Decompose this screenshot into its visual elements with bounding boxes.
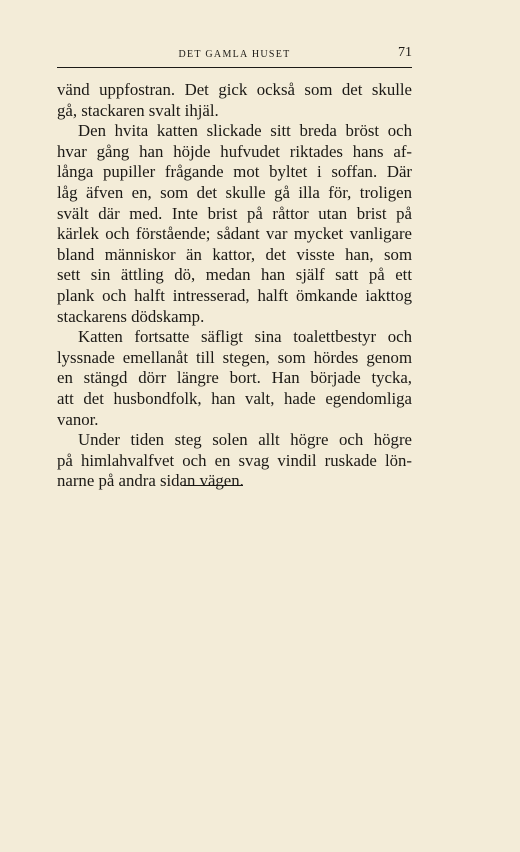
text-line: gå, stackaren svalt ihjäl. [57,100,219,120]
text-line: att det husbondfolk, han valt, hade egendomliga [57,388,412,408]
end-rule [183,485,243,486]
running-title: DET GAMLA HUSET [178,49,291,60]
text-line: hvar gång han höjde hufvudet riktades hans af- [57,141,412,161]
text-line: vanor. [57,409,99,429]
text-line: vänd uppfostran. Det gick också som det skulle [57,80,412,99]
text-line: på himlahvalfvet och en svag vindil ruskade lön- [57,450,412,470]
text-line: narne på andra sidan vägen. [57,471,244,491]
text-line: stackarens dödskamp. [57,306,205,326]
text-line: Under tiden steg solen allt högre och högre [78,430,412,450]
text-line: plank och halft intresserad, halft ömkande iakttog [57,285,412,305]
text-line: en stängd dörr längre bort. Han började tycka, [57,368,412,388]
running-head [57,44,412,62]
text-line: sett sin ättling dö, medan han själf satt på ett [57,265,412,285]
text-line: långa pupiller frågande mot byltet i soffan. Där [57,162,412,182]
text-line: Katten fortsatte säfligt sina toalettbestyr och [78,327,412,347]
text-line: lyssnade emellanåt till stegen, som hördes genom [57,347,412,367]
text-line: kärlek och förstående; sådant var mycket vanligare [57,224,412,244]
page-number: 71 [398,45,412,60]
text-line: Den hvita katten slickade sitt breda bröst och [78,121,412,141]
header-rule [57,67,412,68]
body-text [57,80,412,492]
text-line: låg äfven en, som det skulle gå illa för, troligen [57,182,412,202]
text-line: bland människor än kattor, det visste han, som [57,244,412,264]
text-line: svält där med. Inte brist på råttor utan brist på [57,203,412,223]
